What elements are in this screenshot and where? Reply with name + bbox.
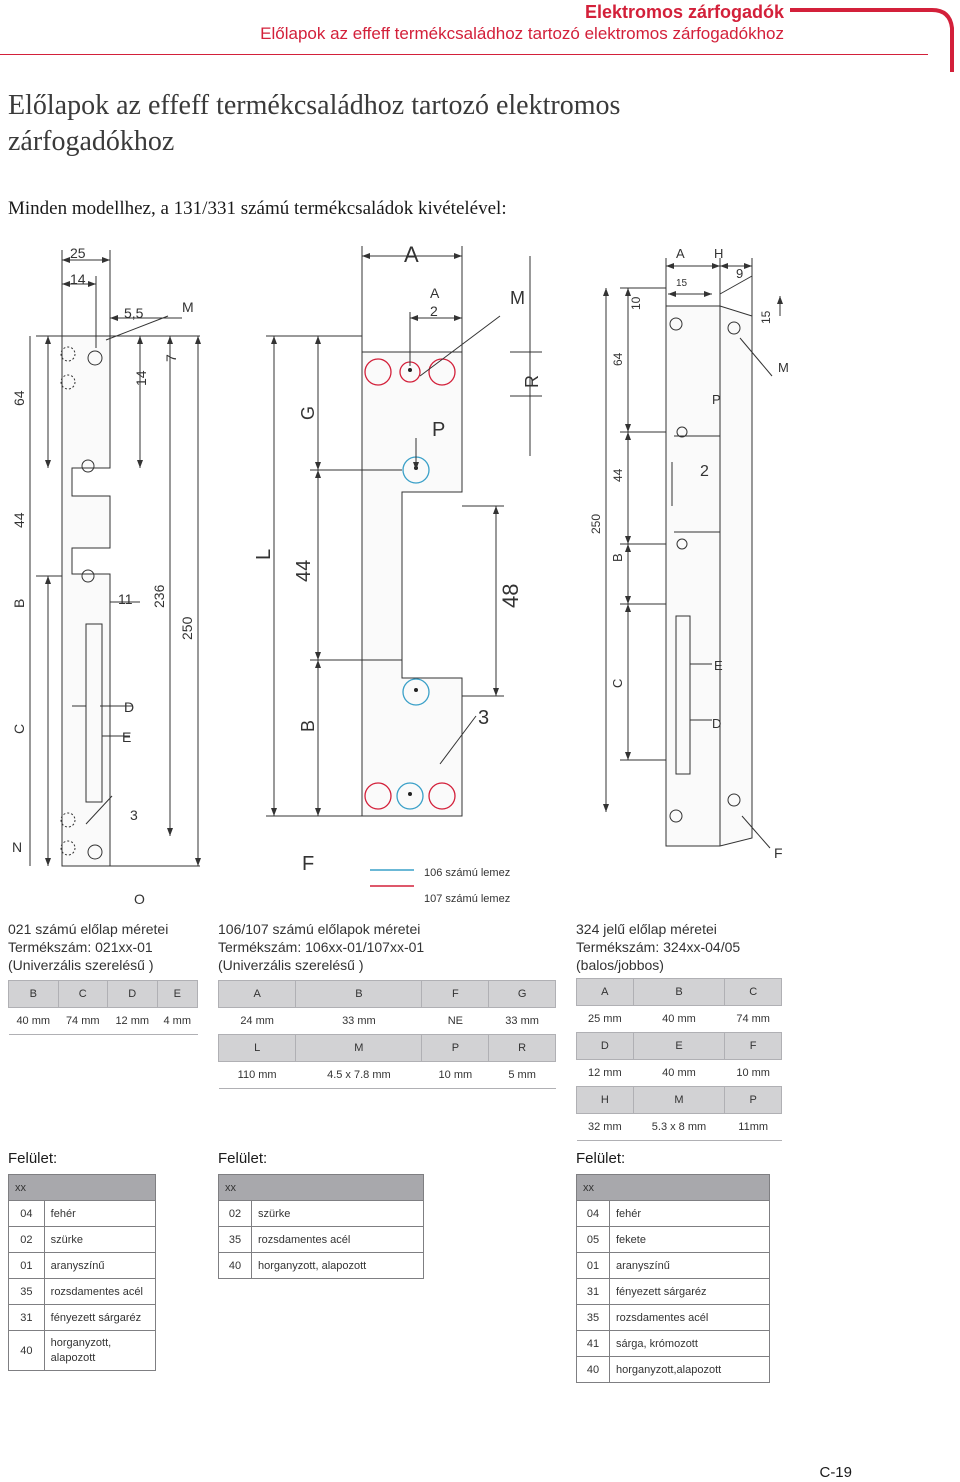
surface-code: 41 (577, 1331, 610, 1357)
table-header: L (219, 1035, 296, 1062)
table-cell: 40 mm (9, 1008, 59, 1035)
table-header: E (633, 1033, 725, 1060)
page-title: Előlapok az effeff termékcsaládhoz tartozó elektromos zárfogadókhoz (8, 90, 621, 157)
block-324-surface-label: Felület: (576, 1150, 626, 1167)
table-cell: 40 mm (633, 1006, 725, 1033)
block-106-107-surface-table (218, 1174, 424, 1279)
surface-code: 40 (577, 1357, 610, 1383)
header-rule (0, 54, 928, 55)
dim-label-c: C (11, 723, 27, 734)
caption-line: (Univerzális szerelésű ) (218, 957, 364, 973)
dim-label-c: C (610, 678, 625, 688)
dim-label-a: A (404, 242, 419, 267)
table-row (577, 1357, 770, 1383)
surface-code: 31 (9, 1305, 45, 1331)
table-header: H (577, 1087, 634, 1114)
table-row (577, 1331, 770, 1357)
dim-label-236: 236 (151, 584, 167, 608)
page-number: C-19 (819, 1464, 852, 1481)
table-header: B (9, 981, 59, 1008)
table-row (219, 1227, 424, 1253)
caption-line: Termékszám: 021xx-01 (8, 939, 153, 955)
table-cell: 12 mm (577, 1060, 634, 1087)
dim-label-250: 250 (589, 513, 603, 534)
plate-legend (370, 867, 510, 905)
table-row (9, 1253, 156, 1279)
plate-021-drawing (30, 250, 200, 866)
surface-code: 04 (577, 1201, 610, 1227)
dim-label-f: F (302, 853, 315, 875)
block-324-dimension-table (576, 978, 782, 1141)
dim-label-g: G (298, 405, 318, 420)
surface-name: sárga, krómozott (610, 1331, 770, 1357)
table-header: F (422, 981, 489, 1008)
dim-label-25: 25 (70, 245, 86, 261)
table-header: D (577, 1033, 634, 1060)
dim-label-m: M (778, 360, 789, 375)
surface-code: 02 (9, 1227, 45, 1253)
dim-label-3: 3 (130, 807, 138, 823)
table-cell: 110 mm (219, 1062, 296, 1089)
dim-label-b: B (610, 553, 625, 562)
block-021-surface-label: Felület: (8, 1150, 58, 1167)
dim-label-m: M (510, 288, 525, 308)
table-header: xx (577, 1175, 770, 1201)
surface-code: 31 (577, 1279, 610, 1305)
surface-name: fehér (610, 1201, 770, 1227)
table-header: B (633, 979, 725, 1006)
surface-name: horganyzott, alapozott (252, 1253, 424, 1279)
table-row (577, 1201, 770, 1227)
header-title: Elektromos zárfogadók (584, 2, 784, 22)
block-324-surface-table (576, 1174, 770, 1383)
surface-code: 40 (219, 1253, 252, 1279)
surface-name: rozsdamentes acél (610, 1305, 770, 1331)
technical-drawing (0, 236, 960, 916)
dim-label-14b: 14 (133, 370, 149, 386)
table-header: E (157, 981, 198, 1008)
table-row (9, 1227, 156, 1253)
surface-name: szürke (252, 1201, 424, 1227)
table-cell: 40 mm (633, 1060, 725, 1087)
table-row (9, 1305, 156, 1331)
surface-code: 01 (577, 1253, 610, 1279)
table-cell: 74 mm (58, 1008, 108, 1035)
table-header: C (58, 981, 108, 1008)
table-cell: 4.5 x 7.8 mm (296, 1062, 422, 1089)
dim-label-m: M (182, 299, 194, 315)
table-cell: 5.3 x 8 mm (633, 1114, 725, 1141)
table-cell: 10 mm (422, 1062, 489, 1089)
dim-label-250: 250 (179, 616, 195, 640)
table-row (9, 1201, 156, 1227)
caption-line: 106/107 számú előlapok méretei (218, 921, 421, 937)
table-cell: 11mm (725, 1114, 782, 1141)
table-cell: 74 mm (725, 1006, 782, 1033)
dim-label-e: E (122, 729, 132, 745)
block-106-107-caption (218, 920, 424, 974)
table-cell: 25 mm (577, 1006, 634, 1033)
table-cell: 32 mm (577, 1114, 634, 1141)
block-106-107-dimension-table (218, 980, 556, 1089)
dim-label-64: 64 (611, 352, 625, 366)
surface-code: 40 (9, 1331, 45, 1371)
dim-label-a-half-den: 2 (430, 303, 438, 319)
surface-code: 35 (577, 1305, 610, 1331)
table-row (219, 1253, 424, 1279)
caption-line: 324 jelű előlap méretei (576, 921, 717, 937)
dim-label-64: 64 (11, 390, 27, 406)
table-cell: 33 mm (296, 1008, 422, 1035)
dim-label-3: 3 (478, 707, 490, 729)
surface-name: szürke (44, 1227, 155, 1253)
table-header: M (296, 1035, 422, 1062)
surface-code: 35 (9, 1279, 45, 1305)
dim-label-a: A (676, 246, 685, 261)
caption-line: (Univerzális szerelésű ) (8, 957, 154, 973)
table-cell: 24 mm (219, 1008, 296, 1035)
table-row (9, 1279, 156, 1305)
header-corner-curve (790, 6, 956, 72)
dim-label-14: 14 (70, 271, 86, 287)
block-021-caption (8, 920, 168, 974)
caption-line: (balos/jobbos) (576, 957, 664, 973)
caption-line: Termékszám: 106xx-01/107xx-01 (218, 939, 425, 955)
dim-label-p: P (712, 392, 721, 407)
table-cell: 10 mm (725, 1060, 782, 1087)
dim-label-b: B (298, 719, 318, 732)
table-cell: 33 mm (489, 1008, 556, 1035)
dim-label-10: 10 (629, 296, 643, 310)
surface-name: horganyzott, alapozott (44, 1331, 155, 1371)
table-header: M (633, 1087, 725, 1114)
dim-label-p: P (432, 419, 446, 441)
caption-line: 021 számú előlap méretei (8, 921, 169, 937)
dim-label-b: B (11, 598, 27, 608)
dim-label-a-half-num: A (430, 285, 440, 301)
dim-label-n: N (12, 839, 23, 855)
table-header: A (577, 979, 634, 1006)
dim-label-44: 44 (293, 559, 315, 582)
dim-label-9: 9 (736, 266, 744, 281)
block-021-dimension-table (8, 980, 198, 1035)
surface-code: 01 (9, 1253, 45, 1279)
table-header: P (422, 1035, 489, 1062)
table-header: xx (9, 1175, 156, 1201)
intro-text: Minden modellhez, a 131/331 számú termékcsaládok kivételével: (8, 198, 507, 219)
table-row (219, 1201, 424, 1227)
table-row (577, 1253, 770, 1279)
dim-label-15b: 15 (759, 310, 773, 324)
dim-label-44: 44 (611, 468, 625, 482)
surface-name: aranyszínű (610, 1253, 770, 1279)
block-021-surface-table (8, 1174, 156, 1371)
table-row (577, 1227, 770, 1253)
legend-label-106: 106 számú lemez (424, 867, 511, 879)
plate-324-drawing (606, 258, 780, 848)
dim-label-2: 2 (700, 463, 709, 480)
table-header: xx (219, 1175, 424, 1201)
header-subtitle: Előlapok az effeff termékcsaládhoz tartozó elektromos zárfogadókhoz (260, 24, 784, 43)
surface-name: fényezett sárgaréz (44, 1305, 155, 1331)
surface-code: 35 (219, 1227, 252, 1253)
table-row (9, 1331, 156, 1371)
dim-label-h: H (714, 246, 724, 261)
dim-label-d: D (124, 699, 135, 715)
dim-label-44: 44 (11, 512, 27, 528)
dim-label-l: L (253, 548, 275, 560)
surface-code: 05 (577, 1227, 610, 1253)
dim-label-r: R (522, 375, 542, 388)
table-header: C (725, 979, 782, 1006)
table-row (577, 1279, 770, 1305)
table-header: G (489, 981, 556, 1008)
surface-code: 02 (219, 1201, 252, 1227)
dim-label-d: D (712, 716, 722, 731)
table-header: P (725, 1087, 782, 1114)
dim-label-e: E (714, 658, 723, 673)
dim-label-7: 7 (163, 354, 179, 362)
table-header: A (219, 981, 296, 1008)
legend-label-107: 107 számú lemez (424, 893, 511, 905)
surface-name: fényezett sárgaréz (610, 1279, 770, 1305)
table-header: D (108, 981, 158, 1008)
dim-label-11: 11 (118, 591, 133, 607)
table-cell: 4 mm (157, 1008, 198, 1035)
dim-label-5-5: 5,5 (124, 305, 144, 321)
surface-code: 04 (9, 1201, 45, 1227)
table-cell: NE (422, 1008, 489, 1035)
dim-label-o: O (134, 891, 145, 907)
table-header: R (489, 1035, 556, 1062)
table-header: B (296, 981, 422, 1008)
block-106-107-surface-label: Felület: (218, 1150, 268, 1167)
caption-line: Termékszám: 324xx-04/05 (576, 939, 741, 955)
dim-label-48: 48 (498, 583, 523, 608)
table-row (577, 1305, 770, 1331)
surface-name: horganyzott,alapozott (610, 1357, 770, 1383)
surface-name: aranyszínű (44, 1253, 155, 1279)
surface-name: fekete (610, 1227, 770, 1253)
table-cell: 5 mm (489, 1062, 556, 1089)
table-header: F (725, 1033, 782, 1060)
surface-name: rozsdamentes acél (44, 1279, 155, 1305)
surface-name: fehér (44, 1201, 155, 1227)
dim-label-15: 15 (676, 278, 688, 289)
table-cell: 12 mm (108, 1008, 158, 1035)
block-324-caption (576, 920, 740, 974)
dim-label-f: F (774, 845, 783, 861)
surface-name: rozsdamentes acél (252, 1227, 424, 1253)
